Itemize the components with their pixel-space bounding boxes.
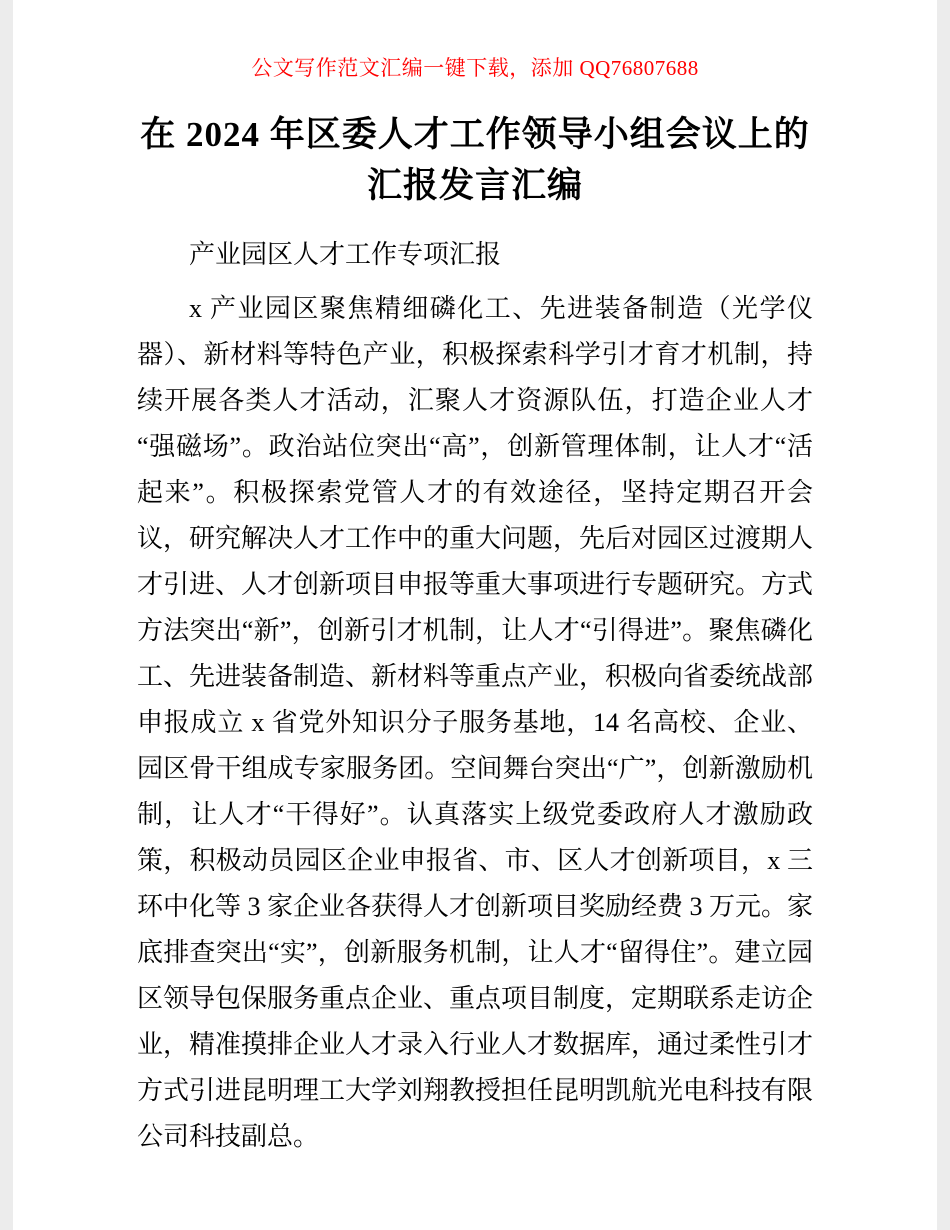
document-title: 在 2024 年区委人才工作领导小组会议上的汇报发言汇编 [140, 115, 810, 205]
page-edge-left [0, 0, 13, 1230]
body-paragraph: x 产业园区聚焦精细磷化工、先进装备制造（光学仪器）、新材料等特色产业，积极探索科学引才育才机制，持续开展各类人才活动，汇聚人才资源队伍，打造企业人才“强磁场”。政治站位突出“高”，创新管理体制，让人才“活起来”。积极探索党管人才的有效途径，坚持定期召开会议，研究解决人才工作中的重大问题，先后对园区过渡期人才引进、人才创新项目申报等重大事项进行专题研究。方式方法突出“新”，创新引才机制，让人才“引得进”。聚焦磷化工、先进装备制造、新材料等重点产业，积极向省委统战部申报成立 x 省党外知识分子服务基地，14 名高校、企业、园区骨干组成专家服务团。空间舞台突出“广”，创新激励机制，让人才“干得好”。认真落实上级党委政府人才激励政策，积极动员园区企业申报省、市、区人才创新项目，x 三环中化等 3 家企业各获得人才创新项目奖励经费 3 万元。家底排查突出“实”，创新服务机制，让人才“留得住”。建立园区领导包保服务重点企业、重点项目制度，定期联系走访企业，精准摸排企业人才录入行业人才数据库，通过柔性引才方式引进昆明理工大学刘翔教授担任昆明凯航光电科技有限公司科技副总。 [137, 293, 814, 1151]
section-heading: 产业园区人才工作专项汇报 [189, 239, 502, 269]
header-ad-notice: 公文写作范文汇编一键下载，添加 QQ76807688 [251, 56, 699, 80]
page-edge-right [937, 0, 950, 1230]
